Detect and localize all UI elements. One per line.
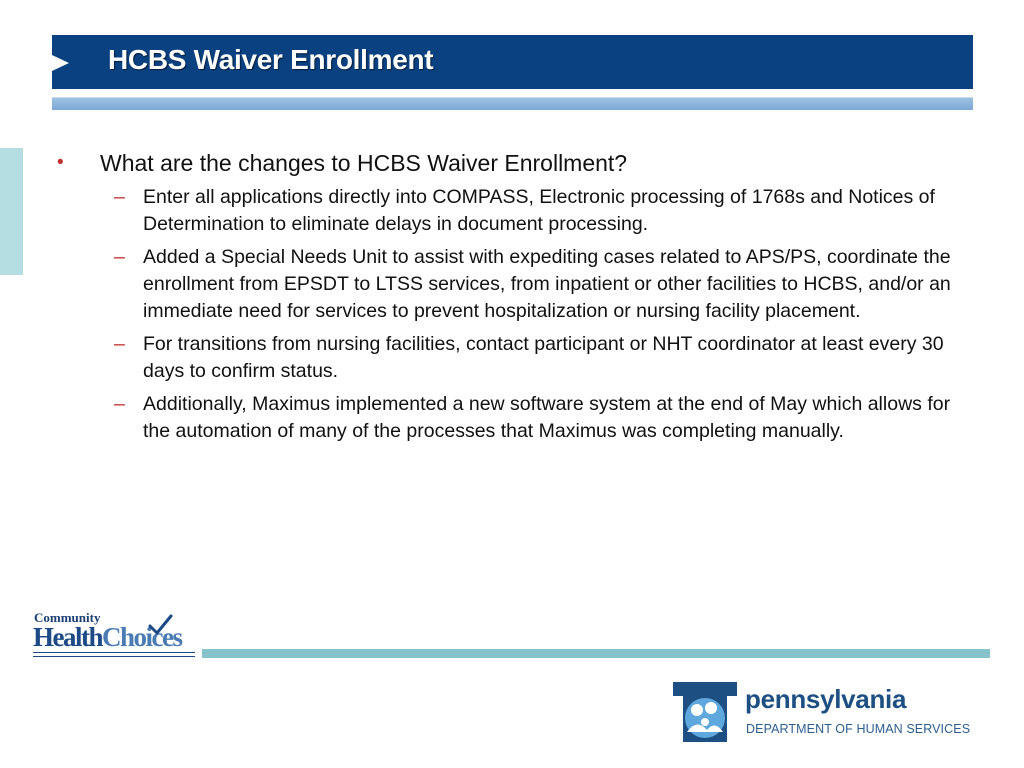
sub-bullet-item [57, 184, 953, 238]
dash-bullet-icon: – [114, 393, 125, 415]
bullet-icon: • [57, 152, 64, 173]
chc-logo-choices: Choices [102, 622, 182, 652]
chc-logo-underline [33, 652, 195, 657]
chc-logo-community: Community [34, 610, 101, 625]
title-underline [52, 97, 973, 110]
sub-bullet-item [57, 244, 953, 325]
side-accent-tab [0, 148, 23, 275]
slide-title: HCBS Waiver Enrollment [108, 44, 434, 75]
chc-logo-health: Health [33, 622, 102, 652]
title-bar [52, 35, 973, 89]
pennsylvania-dhs-logo [671, 680, 991, 746]
footer-divider [202, 649, 990, 658]
sub-bullet-text: For transitions from nursing facilities, contact participant or NHT coordinator at least every 30 days to confirm status. [143, 333, 944, 382]
sub-bullet-text: Additionally, Maximus implemented a new software system at the end of May which allows for the automation of many of the processes that Maximus was completing manually. [143, 393, 951, 442]
sub-bullet-list [57, 184, 957, 445]
sub-bullet-text: Added a Special Needs Unit to assist with expediting cases related to APS/PS, coordinate the enrollment from EPSDT to LTSS services, from inpatient or other facilities to HCBS, and/or an immediate need for services to prevent hospitalization or nursing facility placement. [143, 246, 951, 322]
community-healthchoices-logo [33, 611, 198, 661]
main-question: What are the changes to HCBS Waiver Enrollment? [100, 150, 628, 176]
dash-bullet-icon: – [114, 186, 125, 208]
sub-bullet-text: Enter all applications directly into COMPASS, Electronic processing of 1768s and Notices of Determination to eliminate delays in document processing. [143, 186, 935, 235]
dash-bullet-icon: – [114, 333, 125, 355]
pa-logo-name: pennsylvania [745, 684, 907, 714]
slide-content [57, 147, 957, 451]
dash-bullet-icon: – [114, 246, 125, 268]
keystone-icon [671, 680, 739, 744]
checkmark-icon [147, 614, 173, 636]
arrow-right-icon [52, 55, 69, 71]
sub-bullet-item [57, 331, 953, 385]
sub-bullet-item [57, 391, 953, 445]
pa-logo-department: DEPARTMENT OF HUMAN SERVICES [746, 722, 971, 736]
main-bullet [57, 147, 957, 179]
